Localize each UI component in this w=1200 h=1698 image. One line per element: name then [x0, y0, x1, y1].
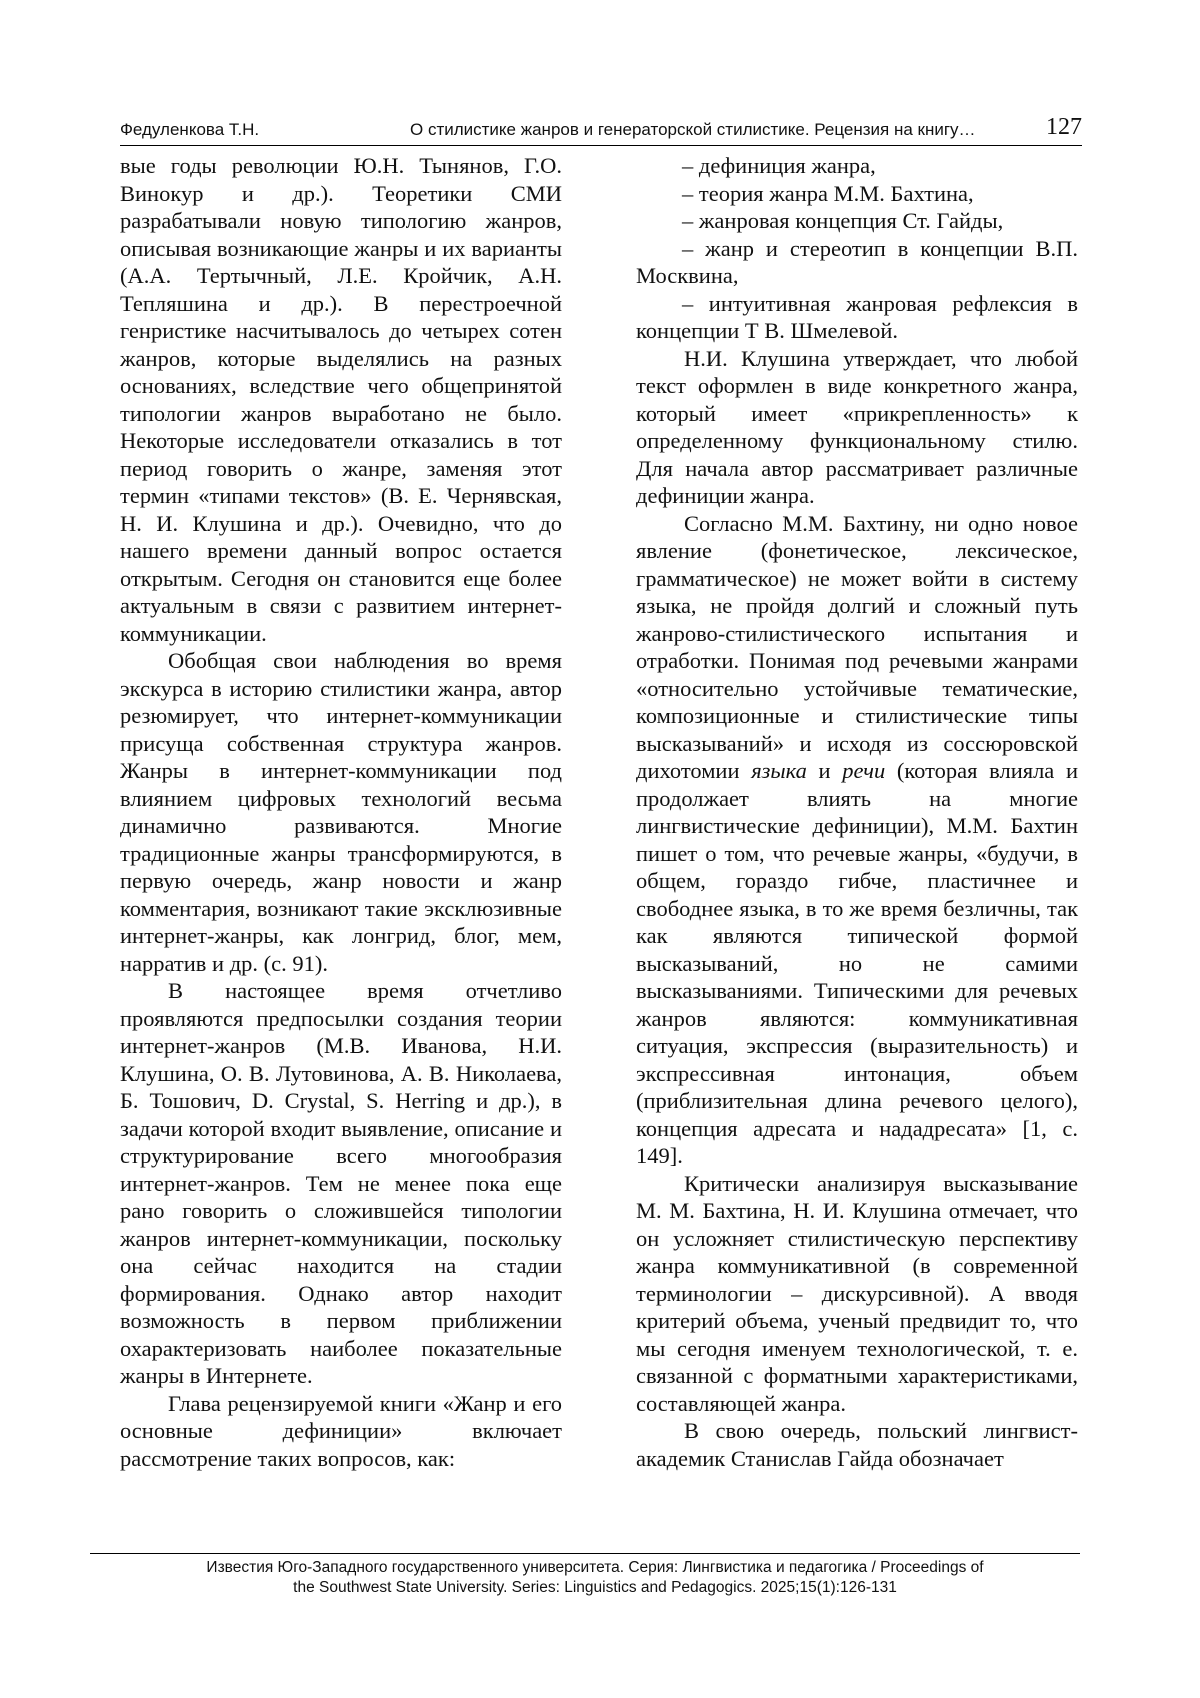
paragraph: Обобщая свои наблюдения во время экскурса в историю стилистики жанра, автор резюмирует, что интернет-коммуникации присуща собственная структура жанров. Жанры в интернет-коммуникации под влиянием цифровых технологий весьма динамично развиваются. Многие традиционные жанры трансформируются, в первую очередь, жанр новости и жанр комментария, возникают такие эксклюзивные интернет-жанры, как лонгрид, блог, мем, нарратив и др. (с. 91). — [120, 648, 562, 976]
italic-term: речи — [842, 758, 886, 783]
left-column — [120, 152, 562, 1472]
list-item: – дефиниция жанра, — [682, 153, 876, 178]
italic-term: языка — [751, 758, 807, 783]
list-item: – жанр и стереотип в концепции В.П. Москвина, — [636, 235, 1078, 288]
header-title: О стилистике жанров и генераторской стилистике. Рецензия на книгу… — [410, 120, 976, 139]
paragraph-text: (которая влияла и продолжает влиять на многие лингвистические дефиниции), М.М. Бахтин пишет о том, что речевые жанры, «будучи, в общем, гораздо гибче, пластичнее и свободнее языка, в то же время безличны, так как являются типической формой высказываний, но не самими высказываниями. Типическими для речевых жанров являются: коммуникативная ситуация, экспрессия (выразительность) и экспрессивная интонация, объем (приблизительная длина речевого целого), концепция адресата и нададресата» [1, с. 149]. — [636, 758, 1079, 1168]
journal-footer — [120, 1558, 1070, 1598]
paragraph-text: Согласно М.М. Бахтину, ни одно новое явление (фонетическое, лексическое, грамматическое) не может войти в систему языка, не пройдя долгий и сложный путь жанрово-стилистического испытания и отработки. Понимая под речевыми жанрами «относительно устойчивые тематические, композиционные и стилистические типы высказываний» и исходя из соссюровской дихотомии — [636, 510, 1078, 783]
list-item: – теория жанра М.М. Бахтина, — [682, 180, 974, 206]
header-divider — [120, 145, 1082, 146]
paragraph — [636, 510, 1078, 1170]
page-number: 127 — [1046, 114, 1082, 140]
running-header — [120, 114, 1082, 142]
footer-divider — [90, 1553, 1080, 1554]
paragraph: вые годы революции Ю.Н. Тынянов, Г.О. Винокур и др.). Теоретики СМИ разрабатывали новую типологию жанров, описывая возникающие жанры и их варианты (А.А. Тертычный, Л.Е. Кройчик, А.Н. Тепляшина и др.). В перестроечной генристике насчитывалось до четырех сотен жанров, которые выделялись на разных основаниях, вследствие чего общепринятой типологии жанров выработано не было. Некоторые исследователи отказались в тот период говорить о жанре, заменяя этот термин «типами текстов» (В. Е. Чернявская, Н. И. Клушина и др.). Очевидно, что до нашего времени данный вопрос остается открытым. Сегодня он становится еще более актуальным в связи с развитием интернет-коммуникации. — [120, 153, 562, 646]
header-author: Федуленкова Т.Н. — [120, 120, 260, 139]
paragraph-text: и — [806, 758, 843, 783]
list-item: – интуитивная жанровая рефлексия в концепции Т В. Шмелевой. — [636, 290, 1078, 343]
footer-line-2: the Southwest State University. Series: Linguistics and Pedagogics. 2025;15(1):126-131 — [293, 1579, 897, 1596]
list-item: – жанровая концепция Ст. Гайды, — [682, 208, 1004, 233]
paragraph: В настоящее время отчетливо проявляются предпосылки создания теории интернет-жанров (М.В. Иванова, Н.И. Клушина, О. В. Лутовинова, А. В. Николаева, Б. Тошович, D. Crystal, S. Herring и др.), в задачи которой входит выявление, описание и структурирование всего многообразия интернет-жанров. Тем не менее пока еще рано говорить о сложившейся типологии жанров интернет-коммуникации, поскольку она сейчас находится на стадии формирования. Однако автор находит возможность в первом приближении охарактеризовать наиболее показательные жанры в Интернете. — [120, 978, 562, 1388]
paragraph: В свою очередь, польский лингвист-академик Станислав Гайда обозначает — [636, 1418, 1078, 1471]
paragraph: Критически анализируя высказывание М. М. Бахтина, Н. И. Клушина отмечает, что он усложняет стилистическую перспективу жанра коммуникативной (в современной терминологии – дискурсивной). А вводя критерий объема, ученый предвидит то, что мы сегодня именуем технологической, т. е. связанной с форматными характеристиками, составляющей жанра. — [636, 1170, 1078, 1416]
footer-line-1: Известия Юго-Западного государственного университета. Серия: Лингвистика и педагогика / Proceedings of — [206, 1559, 984, 1576]
paragraph: Глава рецензируемой книги «Жанр и его основные дефиниции» включает рассмотрение таких вопросов, как: — [120, 1390, 562, 1471]
right-column — [636, 152, 1078, 1472]
paragraph: Н.И. Клушина утверждает, что любой текст оформлен в виде конкретного жанра, который имеет «прикрепленность» к определенному функциональному стилю. Для начала автор рассматривает различные дефиниции жанра. — [636, 345, 1078, 508]
